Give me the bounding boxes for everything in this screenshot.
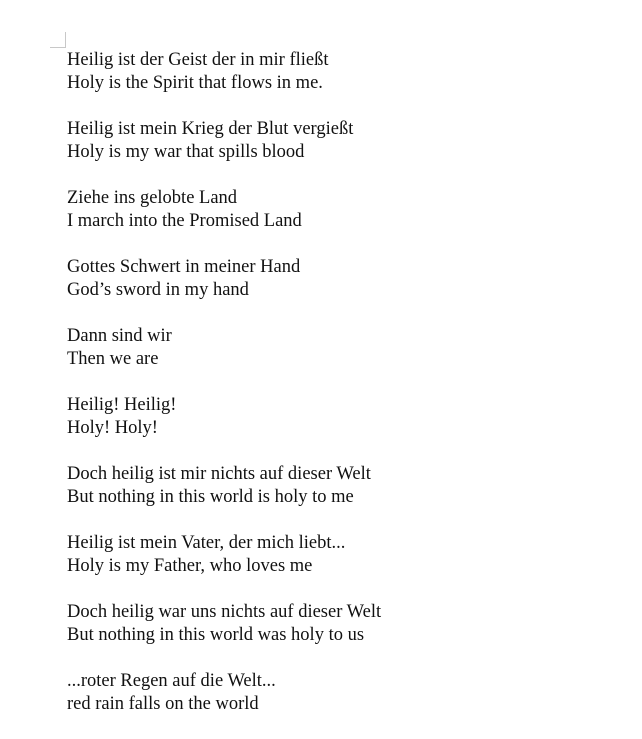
german-line: Heilig ist der Geist der in mir fließt (67, 50, 329, 70)
english-line: Holy is my war that spills blood (67, 142, 305, 162)
english-line: Holy is the Spirit that flows in me. (67, 73, 323, 93)
stanza (67, 256, 627, 302)
stanza (67, 394, 627, 440)
page-margin-corner-mark (50, 32, 66, 48)
english-line: But nothing in this world was holy to us (67, 625, 365, 645)
german-line: Heilig ist mein Krieg der Blut vergießt (67, 119, 354, 139)
english-line: But nothing in this world is holy to me (67, 487, 354, 507)
english-line: red rain falls on the world (67, 694, 259, 714)
stanza (67, 601, 627, 647)
stanza (67, 187, 627, 233)
stanza (67, 670, 627, 716)
english-line: Holy is my Father, who loves me (67, 556, 313, 576)
german-line: Heilig ist mein Vater, der mich liebt... (67, 533, 346, 553)
english-line: God’s sword in my hand (67, 280, 249, 300)
english-line: I march into the Promised Land (67, 211, 302, 231)
german-line: Dann sind wir (67, 326, 172, 346)
german-line: Doch heilig war uns nichts auf dieser Welt (67, 602, 382, 622)
german-line: Doch heilig ist mir nichts auf dieser Welt (67, 464, 371, 484)
english-line: Then we are (67, 349, 159, 369)
german-line: Ziehe ins gelobte Land (67, 188, 238, 208)
stanza (67, 118, 627, 164)
english-line: Holy! Holy! (67, 418, 158, 438)
german-line: Heilig! Heilig! (67, 395, 177, 415)
stanza (67, 463, 627, 509)
stanza (67, 325, 627, 371)
stanza (67, 49, 627, 95)
document-text-body[interactable] (67, 49, 627, 739)
german-line: Gottes Schwert in meiner Hand (67, 257, 301, 277)
german-line: ...roter Regen auf die Welt... (67, 671, 276, 691)
stanza (67, 532, 627, 578)
